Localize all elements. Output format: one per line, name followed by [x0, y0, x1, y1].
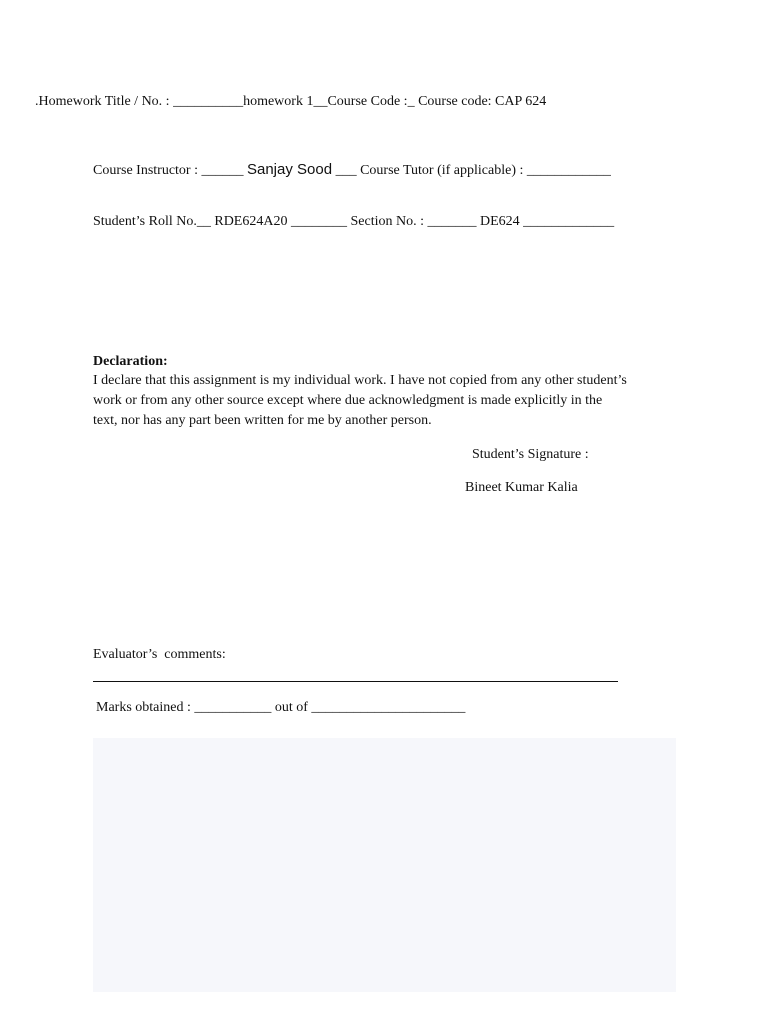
- course-code-label: __Course Code :_ Course code: CAP 624: [313, 94, 547, 109]
- blank-content-panel: [93, 738, 676, 992]
- evaluator-comments-rule: [93, 681, 618, 682]
- homework-title-label: .Homework Title / No. : __________: [35, 94, 244, 109]
- declaration-text-line-1: I declare that this assignment is my individual work. I have not copied from any other student’s: [93, 373, 627, 388]
- course-instructor-label: Course Instructor : ______: [93, 163, 247, 178]
- declaration-text-line-2: work or from any other source except where due acknowledgment is made explicitly in the: [93, 393, 603, 408]
- section-label: ________ Section No. : _______: [287, 214, 480, 229]
- roll-number-value: RDE624A20: [214, 214, 288, 229]
- roll-number-label: Student’s Roll No.__: [93, 214, 215, 229]
- instructor-line: [93, 161, 611, 180]
- student-signature-name: Bineet Kumar Kalia: [465, 480, 578, 495]
- course-instructor-name: Sanjay Sood: [246, 161, 333, 178]
- section-value: DE624: [479, 214, 520, 229]
- homework-title-line: [35, 93, 546, 111]
- declaration-heading: Declaration:: [93, 354, 168, 369]
- marks-obtained-line: Marks obtained : ___________ out of ______________________: [96, 700, 466, 715]
- student-signature-label: Student’s Signature :: [472, 447, 589, 462]
- homework-title-value: homework 1: [243, 94, 314, 109]
- roll-section-line: [93, 213, 614, 231]
- declaration-text-line-3: text, nor has any part been written for me by another person.: [93, 413, 432, 428]
- section-trailer: _____________: [519, 214, 615, 229]
- evaluator-comments-label: Evaluator’s comments:: [93, 647, 226, 662]
- course-tutor-label: ___ Course Tutor (if applicable) : ____________: [332, 163, 611, 178]
